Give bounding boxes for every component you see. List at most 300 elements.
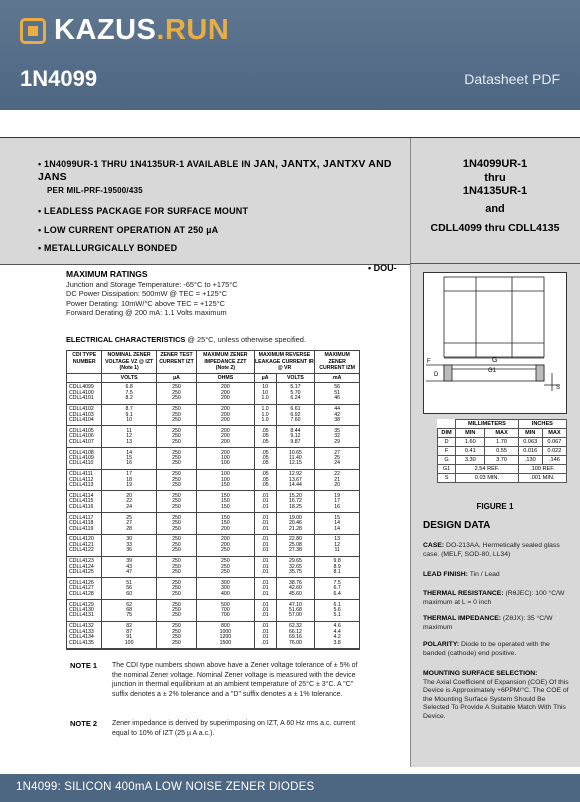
table-cell <box>197 470 254 491</box>
feature-bonded: • METALLURGICALLY BONDED <box>38 243 178 253</box>
electrical-heading: ELECTRICAL CHARACTERISTICS @ 25°C, unless otherwise specified. <box>66 335 306 344</box>
table-cell-value: 700 <box>221 606 230 613</box>
table-cell-value: 21 <box>334 476 341 483</box>
dim-cell: 0.016 <box>518 447 542 456</box>
table-cell <box>102 601 156 622</box>
table-cell-value: CDLL4122 <box>69 547 94 554</box>
table-cell-value: 35 <box>334 427 341 434</box>
table-cell-value: CDLL4106 <box>69 433 94 440</box>
dim-col-cell: MIN <box>518 429 542 438</box>
page-footer <box>0 774 580 802</box>
table-cell-value: .01 <box>261 601 269 608</box>
table-cell-value: 250 <box>172 579 181 586</box>
table-cell <box>254 449 276 470</box>
table-cell-value: 250 <box>172 601 181 608</box>
table-cell-value: 27 <box>126 520 133 527</box>
table-cell-value: CDLL4128 <box>69 590 94 597</box>
table-cell-value: 4.2 <box>333 634 341 641</box>
table-cell-value: CDLL4120 <box>69 536 94 543</box>
footer-text: 1N4099: SILICON 400mA LOW NOISE ZENER DIODES <box>16 781 315 793</box>
table-cell-value: CDLL4133 <box>69 628 94 635</box>
table-cell <box>102 427 156 448</box>
table-cell <box>67 383 102 404</box>
rt-line1: 1N4099UR-1 <box>462 158 528 170</box>
table-row-group <box>67 492 360 513</box>
table-cell-value: 57.00 <box>288 612 302 619</box>
table-cell <box>102 535 156 556</box>
table-cell-value: 20 <box>126 492 133 499</box>
table-cell-value: 250 <box>172 514 181 521</box>
table-row-group <box>67 514 360 535</box>
table-row-group <box>67 601 360 622</box>
table-cell <box>156 557 196 578</box>
table-cell-value: .01 <box>261 520 269 527</box>
table-cell-value: 1.0 <box>261 395 269 402</box>
table-row-group <box>67 557 360 578</box>
table-cell-value: 250 <box>172 639 181 646</box>
table-cell <box>67 579 102 600</box>
table-cell-value: 6.7 <box>333 585 341 592</box>
table-row-group <box>67 405 360 426</box>
table-cell-value: 4.4 <box>333 628 341 635</box>
table-cell <box>276 449 315 470</box>
table-cell <box>276 492 315 513</box>
table-cell-value: 8.7 <box>125 406 133 413</box>
table-cell-value: 150 <box>221 482 230 489</box>
table-cell-value: CDLL4103 <box>69 411 94 418</box>
table-cell-value: 91 <box>126 634 133 641</box>
table-cell <box>254 579 276 600</box>
table-cell-value: .01 <box>261 563 269 570</box>
table-cell-value: 9.87 <box>290 438 301 445</box>
table-cell-value: .05 <box>261 438 269 445</box>
dim-cell: 0.022 <box>542 447 566 456</box>
table-cell-value: 44 <box>334 406 341 413</box>
table-cell-value: 250 <box>172 612 181 619</box>
table-cell-value: 75 <box>126 612 133 619</box>
table-cell-value: 250 <box>221 558 230 565</box>
table-cell-value: .01 <box>261 547 269 554</box>
table-cell <box>197 535 254 556</box>
table-cell-value: 100 <box>221 460 230 467</box>
design-data-title: DESIGN DATA <box>423 520 491 531</box>
table-cell-value: 24 <box>126 503 133 510</box>
table-cell <box>156 427 196 448</box>
table-cell-value: 250 <box>221 547 230 554</box>
table-cell <box>197 579 254 600</box>
table-cell-value: 60 <box>126 590 133 597</box>
table-cell-value: CDLL4108 <box>69 449 94 456</box>
table-cell-value: 35.75 <box>288 568 302 575</box>
table-cell <box>156 492 196 513</box>
dim-row <box>438 456 567 465</box>
table-cell <box>315 427 360 448</box>
table-unit-cell: OHMS <box>197 373 254 383</box>
table-cell <box>197 557 254 578</box>
table-cell-value: .01 <box>261 498 269 505</box>
table-cell-value: 36 <box>126 547 133 554</box>
top-divider <box>0 137 580 138</box>
dim-cell: 0.41 <box>456 447 485 456</box>
table-cell-value: .01 <box>261 525 269 532</box>
table-cell-value: CDLL4118 <box>69 520 94 527</box>
table-cell <box>156 383 196 404</box>
dim-col-header <box>438 429 567 438</box>
note2-text: Zener impedance is derived by superimposing on IZT, A 60 Hz rms a.c. current equal to 10% of IZT (25 µ A a.c.). <box>112 720 356 737</box>
table-cell-value: 22.80 <box>288 536 302 543</box>
table-cell-value: CDLL4117 <box>69 514 94 521</box>
table-cell <box>315 557 360 578</box>
table-cell-value: 6.61 <box>290 406 301 413</box>
table-cell-value: 13.67 <box>288 476 302 483</box>
table-cell-value: 150 <box>221 520 230 527</box>
table-cell <box>197 405 254 426</box>
table-cell-value: 47 <box>126 568 133 575</box>
table-cell-value: 800 <box>221 623 230 630</box>
table-cell-value: 38.76 <box>288 579 302 586</box>
table-cell-value: 250 <box>172 568 181 575</box>
table-cell-value: CDLL4112 <box>69 476 94 483</box>
table-cell-value: .01 <box>261 579 269 586</box>
table-cell-value: 200 <box>221 541 230 548</box>
dim-cell: 0.063 <box>518 438 542 447</box>
table-cell-value: CDLL4104 <box>69 416 94 423</box>
table-units-row <box>67 373 360 383</box>
table-cell-value: 20 <box>334 482 341 489</box>
table-cell-value: .01 <box>261 514 269 521</box>
table-cell-value: 200 <box>221 406 230 413</box>
table-cell-value: 250 <box>172 460 181 467</box>
table-cell-value: 17 <box>334 498 341 505</box>
table-header-row <box>67 351 360 374</box>
table-cell-value: CDLL4119 <box>69 525 94 532</box>
table-cell-value: 200 <box>221 438 230 445</box>
rating-power: DC Power Dissipation: 500mW @ TEC = +125°C <box>66 289 228 299</box>
table-header-cell: CDI TYPE NUMBER <box>67 351 102 374</box>
table-cell <box>67 449 102 470</box>
table-cell-value: 15 <box>334 514 341 521</box>
rating-forward: Forward Derating @ 200 mA: 1.1 Volts maximum <box>66 308 227 318</box>
table-cell <box>67 557 102 578</box>
table-cell-value: CDLL4115 <box>69 498 94 505</box>
table-cell-value: CDLL4109 <box>69 454 94 461</box>
rating-derating: Power Derating: 10mW/°C above TEC = +125°C <box>66 298 225 308</box>
table-cell <box>315 449 360 470</box>
max-ratings-title: MAXIMUM RATINGS <box>66 269 148 279</box>
table-header-cell: ZENER TEST CURRENT IZT <box>156 351 196 374</box>
table-cell-value: 29 <box>334 438 341 445</box>
table-cell-value: 32 <box>334 433 341 440</box>
table-cell-value: 1.0 <box>261 411 269 418</box>
table-cell <box>254 427 276 448</box>
table-row-group <box>67 470 360 491</box>
table-cell-value: CDLL4114 <box>69 492 94 499</box>
table-row-group <box>67 427 360 448</box>
table-cell <box>197 601 254 622</box>
table-cell-value: 250 <box>172 411 181 418</box>
table-cell-value: 100 <box>221 476 230 483</box>
table-cell <box>254 601 276 622</box>
table-unit-cell: VOLTS <box>102 373 156 383</box>
table-cell-value: CDLL4132 <box>69 623 94 630</box>
table-cell-value: 25 <box>126 514 133 521</box>
table-cell <box>67 405 102 426</box>
table-cell-value: .05 <box>261 454 269 461</box>
right-divider <box>410 263 580 264</box>
dim-cell: F <box>438 447 456 456</box>
table-row-group <box>67 383 360 404</box>
table-cell-value: 8.44 <box>290 427 301 434</box>
table-cell <box>254 514 276 535</box>
table-cell-value: 47.10 <box>288 601 302 608</box>
table-cell <box>156 470 196 491</box>
table-cell-value: 6.24 <box>290 395 301 402</box>
table-cell <box>197 449 254 470</box>
table-cell-value: 250 <box>172 585 181 592</box>
table-cell-value: 13 <box>334 536 341 543</box>
thermal-impedance-info: THERMAL IMPEDANCE: (ZθJX): 35 °C/W maximum <box>423 615 553 631</box>
table-cell-value: 250 <box>172 476 181 483</box>
brand-logo[interactable]: KAZUS.RUN <box>54 14 230 46</box>
site-header <box>0 0 580 110</box>
table-cell <box>156 622 196 648</box>
table-cell-value: 300 <box>221 579 230 586</box>
table-cell-value: 5.6 <box>333 606 341 613</box>
table-cell-value: 12 <box>334 541 341 548</box>
table-cell-value: 39 <box>126 558 133 565</box>
table-cell-value: CDLL4100 <box>69 389 94 396</box>
table-cell-value: 250 <box>172 503 181 510</box>
table-cell-value: .05 <box>261 476 269 483</box>
table-cell-value: 45.60 <box>288 590 302 597</box>
dim-cell: .130 <box>518 456 542 465</box>
table-cell-value: .01 <box>261 606 269 613</box>
table-cell-value: 62.32 <box>288 623 302 630</box>
table-cell <box>254 492 276 513</box>
table-cell-value: 14.44 <box>288 482 302 489</box>
table-cell-value: CDLL4124 <box>69 563 94 570</box>
table-cell-value: 27.38 <box>288 547 302 554</box>
table-cell <box>276 470 315 491</box>
feature-leadless: • LEADLESS PACKAGE FOR SURFACE MOUNT <box>38 206 249 216</box>
table-cell-value: 15 <box>126 454 133 461</box>
table-cell-value: 25.08 <box>288 541 302 548</box>
table-cell-value: 12.92 <box>288 471 302 478</box>
svg-text:S: S <box>556 385 561 391</box>
table-cell <box>67 514 102 535</box>
table-cell <box>276 622 315 648</box>
electrical-table <box>66 350 360 650</box>
dim-col-cell: DIM <box>438 429 456 438</box>
table-cell-value: 19 <box>334 492 341 499</box>
table-cell <box>156 449 196 470</box>
table-cell-value: 6.1 <box>333 601 341 608</box>
table-cell-value: 62 <box>126 601 133 608</box>
table-cell-value: 33 <box>126 541 133 548</box>
table-cell-value: CDLL4127 <box>69 585 94 592</box>
table-cell-value: 250 <box>172 536 181 543</box>
table-cell-value: CDLL4134 <box>69 634 94 641</box>
table-cell <box>102 383 156 404</box>
table-cell-value: 22 <box>334 471 341 478</box>
table-cell-value: 43 <box>126 563 133 570</box>
table-cell <box>67 535 102 556</box>
table-cell-value: CDLL4125 <box>69 568 94 575</box>
table-cell-value: CDLL4105 <box>69 427 94 434</box>
table-cell-value: 1200 <box>219 634 232 641</box>
table-cell-value: .01 <box>261 639 269 646</box>
table-cell-value: 22 <box>126 498 133 505</box>
table-cell-value: 250 <box>172 628 181 635</box>
dim-cell: D <box>438 438 456 447</box>
table-cell <box>315 383 360 404</box>
svg-text:G: G <box>492 357 498 364</box>
table-cell-value: 250 <box>172 384 181 391</box>
table-cell-value: 14 <box>126 449 133 456</box>
table-cell-value: CDLL4121 <box>69 541 94 548</box>
table-cell-value: 12.15 <box>288 460 302 467</box>
table-cell-value: 69.16 <box>288 634 302 641</box>
dim-row-s <box>438 474 567 483</box>
table-cell-value: 200 <box>221 416 230 423</box>
table-cell <box>276 535 315 556</box>
table-cell-value: 56 <box>334 384 341 391</box>
table-cell-value: 250 <box>172 389 181 396</box>
table-cell-value: 5.1 <box>333 612 341 619</box>
table-cell <box>197 622 254 648</box>
table-cell-value: 17 <box>126 471 133 478</box>
dim-col-cell: MAX <box>485 429 518 438</box>
table-cell-value: 51 <box>334 389 341 396</box>
dim-cell: .100 REF. <box>518 465 566 474</box>
table-cell-value: 42 <box>334 411 341 418</box>
table-cell-value: 250 <box>172 541 181 548</box>
table-cell <box>156 405 196 426</box>
note2-label: NOTE 2 <box>70 719 98 728</box>
table-cell-value: 21.28 <box>288 525 302 532</box>
table-cell-value: 6.4 <box>333 590 341 597</box>
table-cell-value: 66.12 <box>288 628 302 635</box>
feature-jans: JANS <box>38 171 67 183</box>
table-cell-value: 200 <box>221 525 230 532</box>
table-header-cell: MAXIMUM ZENER IMPEDANCE ZZT (Note 2) <box>197 351 254 374</box>
table-cell-value: 200 <box>221 449 230 456</box>
table-cell-value: .01 <box>261 558 269 565</box>
table-cell-value: 4.6 <box>333 623 341 630</box>
table-cell-value: .01 <box>261 590 269 597</box>
table-cell-value: 14 <box>334 520 341 527</box>
table-cell-value: 10.65 <box>288 449 302 456</box>
max-ratings <box>66 270 238 318</box>
table-cell-value: 19 <box>126 482 133 489</box>
note1-label: NOTE 1 <box>70 661 98 670</box>
table-cell <box>254 622 276 648</box>
table-cell-value: 250 <box>172 395 181 402</box>
table-cell <box>276 427 315 448</box>
polarity-info: POLARITY: Diode to be operated with the banded (cathode) end positive. <box>423 641 550 657</box>
table-cell-value: .05 <box>261 427 269 434</box>
table-cell <box>156 535 196 556</box>
table-cell-value: CDLL4102 <box>69 406 94 413</box>
table-cell-value: CDLL4129 <box>69 601 94 608</box>
table-cell <box>197 492 254 513</box>
table-cell-value: 250 <box>172 406 181 413</box>
table-cell-value: 76.00 <box>288 639 302 646</box>
table-cell-value: 56 <box>126 585 133 592</box>
table-cell-value: 7.5 <box>125 389 133 396</box>
table-cell-value: 18.25 <box>288 503 302 510</box>
table-cell-value: 400 <box>221 590 230 597</box>
table-cell-value: 250 <box>172 492 181 499</box>
table-cell-value: 46 <box>334 395 341 402</box>
table-cell-value: 10 <box>262 389 268 396</box>
dim-cell: G <box>438 456 456 465</box>
note1-text: The CDI type numbers shown above have a Zener voltage tolerance of ± 5% of the nominal Zener voltage. Nominal Zener voltage is measured with the device junction in thermal equilibrium at an ambient temperature of 25°C ± 3°C. A "C" suffix denotes a ± 2% tolerance and a "D" suffix denotes a ± 1% tolerance. <box>112 662 358 698</box>
table-cell-value: 250 <box>172 416 181 423</box>
table-cell <box>315 622 360 648</box>
table-cell-value: .01 <box>261 536 269 543</box>
table-header-cell: MAXIMUM ZENER CURRENT IZM <box>315 351 360 374</box>
table-row-group <box>67 449 360 470</box>
table-cell <box>315 405 360 426</box>
table-cell <box>102 622 156 648</box>
dim-cell: 0.03 MIN. <box>456 474 519 483</box>
table-cell-value: 10 <box>262 384 268 391</box>
table-cell <box>67 470 102 491</box>
table-cell <box>67 622 102 648</box>
table-cell <box>254 470 276 491</box>
table-cell-value: 150 <box>221 498 230 505</box>
figure-caption: FIGURE 1 <box>476 502 514 511</box>
table-cell-value: CDLL4111 <box>69 471 94 478</box>
table-unit-cell <box>67 373 102 383</box>
table-row-group <box>67 579 360 600</box>
feature-jan: • 1N4099UR-1 THRU 1N4135UR-1 AVAILABLE IN JAN, JANTX, JANTXV AND <box>38 158 392 170</box>
table-cell <box>156 601 196 622</box>
table-cell-value: 19.00 <box>288 514 302 521</box>
table-cell <box>276 514 315 535</box>
dim-cell: 1.60 <box>456 438 485 447</box>
table-cell-value: 100 <box>221 454 230 461</box>
table-cell-value: .05 <box>261 482 269 489</box>
table-cell-value: 18 <box>126 476 133 483</box>
table-cell <box>315 470 360 491</box>
table-cell-value: 9.8 <box>333 558 341 565</box>
thermal-resistance-info: THERMAL RESISTANCE: (RθJEC): 100 °C/W maximum at L = 0 inch <box>423 590 565 606</box>
table-cell-value: 6.8 <box>125 384 133 391</box>
table-cell-value: 11 <box>126 427 132 434</box>
table-cell-value: 8.1 <box>333 568 341 575</box>
table-cell <box>156 579 196 600</box>
table-cell-value: CDLL4123 <box>69 558 94 565</box>
group-separator <box>67 648 360 649</box>
table-cell-value: .05 <box>261 449 269 456</box>
table-cell-value: CDLL4101 <box>69 395 94 402</box>
table-cell-value: 250 <box>221 563 230 570</box>
part-number-title: 1N4099 <box>20 66 98 91</box>
table-cell-value: 200 <box>221 384 230 391</box>
dim-cell: 2.54 REF. <box>456 465 519 474</box>
table-unit-cell: VOLTS <box>276 373 315 383</box>
table-cell-value: .05 <box>261 460 269 467</box>
dim-row-g1 <box>438 465 567 474</box>
table-cell <box>102 470 156 491</box>
table-row-group <box>67 535 360 556</box>
table-cell-value: 30 <box>126 536 133 543</box>
table-cell-value: 700 <box>221 612 230 619</box>
table-cell-value: 1500 <box>219 639 232 646</box>
dim-cell: 3.70 <box>485 456 518 465</box>
